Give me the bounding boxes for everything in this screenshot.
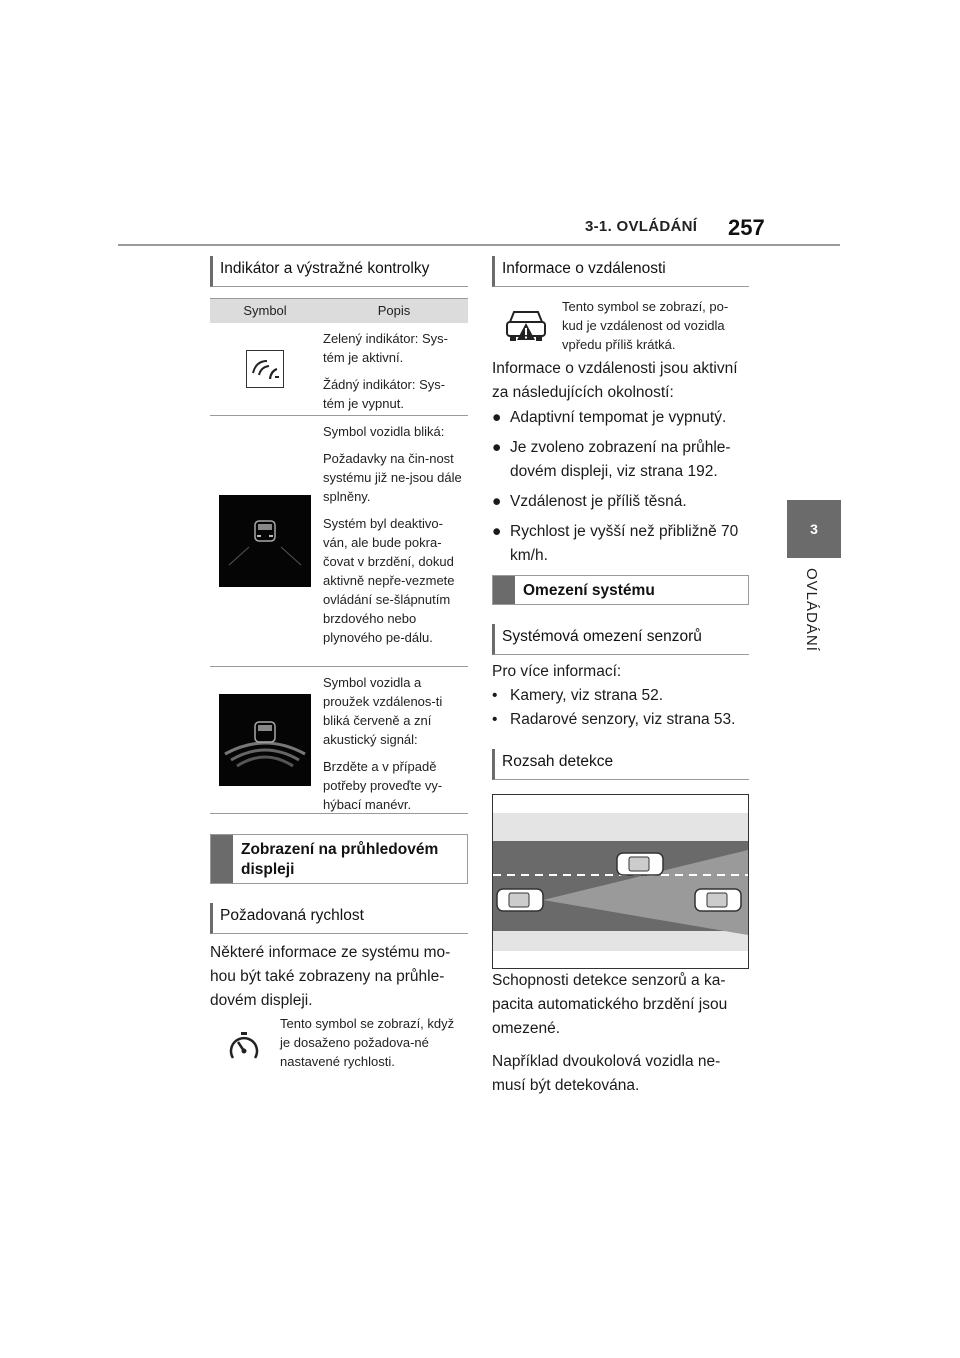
bullet-text: Rychlost je vyšší než přibližně 70 km/h. (510, 523, 739, 564)
desc-line: Systém byl deaktivo-ván, ale bude pokra-čovat v brzdění, dokud aktivně nepře-vezmete ovládání se-šlápnutím brzdového nebo plynového pe-dálu. (323, 516, 455, 645)
list-item (492, 406, 750, 430)
chapter-tab: 3 (787, 500, 841, 558)
bullet-icon: • (492, 711, 498, 728)
desc-line: Požadavky na čin-nost systému již ne-jsou dále splněny. (323, 451, 462, 504)
distance-intro: Informace o vzdálenosti jsou aktivní za následujících okolností: (492, 360, 738, 401)
indicator-table (210, 298, 468, 814)
section-title: 3-1. OVLÁDÁNÍ (585, 218, 698, 235)
description-cell (320, 323, 468, 415)
hud-heading-text: Zobrazení na průhledovém displeji (241, 841, 439, 878)
bullet-icon: ● (492, 523, 502, 540)
desc-line: Brzděte a v případě potřeby proveďte vy-hýbací manévr. (323, 759, 443, 812)
range-heading: Rozsah detekce (492, 749, 749, 780)
header-divider (118, 244, 840, 246)
vehicle-blinking-display (219, 495, 311, 587)
limits-heading (492, 575, 749, 605)
desc-line: Symbol vozidla a proužek vzdálenos-ti bliká červeně a zní akustický signál: (323, 675, 443, 747)
range-paragraph: Například dvoukolová vozidla ne-musí být detekována. (492, 1053, 721, 1094)
page-number: 257 (728, 215, 765, 240)
sensor-info (492, 660, 750, 732)
speed-icon-text: Tento symbol se zobrazí, když je dosaženo požadova-né nastavené rychlosti. (280, 1016, 455, 1069)
bullet-text: Je zvoleno zobrazení na průhle-dovém displeji, viz strana 192. (510, 439, 731, 480)
sensor-item: Kamery, viz strana 52. (510, 687, 664, 704)
detection-range-figure (492, 794, 749, 969)
list-item (492, 520, 750, 568)
hud-heading (210, 834, 468, 884)
bullet-icon: ● (492, 439, 502, 456)
desc-line: Zelený indikátor: Sys-tém je aktivní. (323, 331, 448, 365)
list-item (492, 708, 750, 732)
desc-line: Symbol vozidla bliká: (323, 424, 445, 439)
car-icon (617, 853, 663, 875)
bullet-icon: ● (492, 493, 502, 510)
bullet-text: Vzdálenost je příliš těsná. (510, 493, 687, 510)
range-text (492, 969, 750, 1098)
distance-heading: Informace o vzdálenosti (492, 256, 749, 287)
bullet-icon: ● (492, 409, 502, 426)
sensor-item: Radarové senzory, viz strana 53. (510, 711, 736, 728)
sensor-heading: Systémová omezení senzorů (492, 624, 749, 655)
distance-warning-icon (504, 306, 548, 346)
range-paragraph: Schopnosti detekce senzorů a ka-pacita automatického brzdění jsou omezené. (492, 972, 728, 1037)
car-icon (695, 889, 741, 911)
list-item (492, 490, 750, 514)
column-description: Popis (377, 303, 411, 318)
bullet-text: Adaptivní tempomat je vypnutý. (510, 409, 727, 426)
vehicle-distance-warning-display (219, 694, 311, 786)
bullet-icon: • (492, 687, 498, 704)
lane-assist-icon (246, 350, 284, 388)
symbol-cell (210, 667, 320, 813)
speedometer-icon (226, 1030, 262, 1066)
symbol-cell (210, 416, 320, 666)
list-item (492, 684, 750, 708)
column-symbol: Symbol (243, 303, 287, 318)
desc-line: Žádný indikátor: Sys-tém je vypnut. (323, 377, 446, 411)
sensor-intro: Pro více informací: (492, 663, 622, 680)
table-header (210, 298, 468, 323)
table-row (210, 323, 468, 416)
speed-heading: Požadovaná rychlost (210, 903, 468, 934)
table-row (210, 416, 468, 667)
limits-heading-text: Omezení systému (523, 582, 655, 599)
speed-text: Některé informace ze systému mo-hou být také zobrazeny na průhle-dovém displeji. (210, 944, 451, 1009)
car-icon (497, 889, 543, 911)
distance-icon-text: Tento symbol se zobrazí, po-kud je vzdálenost od vozidla vpředu příliš krátká. (562, 299, 729, 352)
chapter-name-vertical: OVLÁDÁNÍ (803, 568, 820, 652)
table-row (210, 667, 468, 814)
distance-bullet-list (492, 406, 750, 568)
heading-bar (211, 835, 233, 883)
heading-bar (493, 576, 515, 604)
indicator-heading: Indikátor a výstražné kontrolky (210, 256, 468, 287)
description-cell (320, 667, 468, 813)
list-item (492, 436, 750, 484)
description-cell (320, 416, 468, 666)
symbol-cell (210, 323, 320, 415)
